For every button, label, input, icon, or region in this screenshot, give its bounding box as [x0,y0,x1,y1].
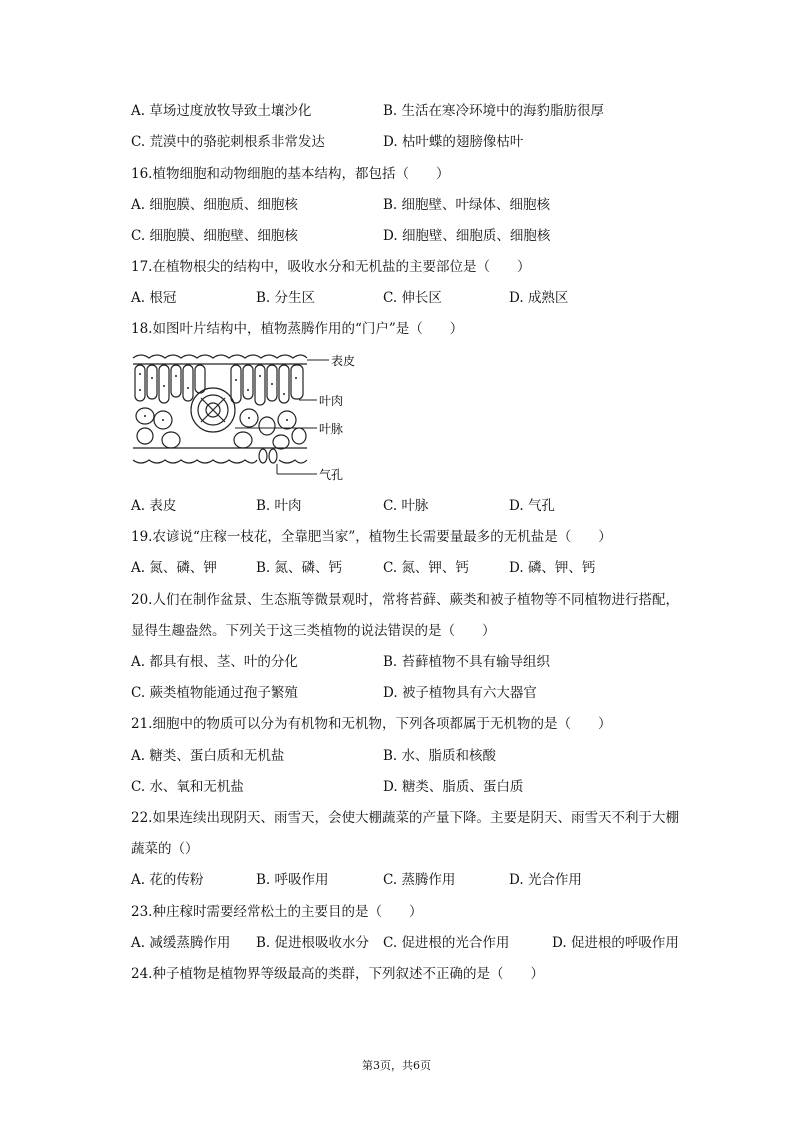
q23-option-d: D. 促进根的呼吸作用 [552,935,679,951]
q21-stem: 21.细胞中的物质可以分为有机物和无机物，下列各项都属于无机物的是（ ） [131,716,612,732]
q21-options-row1 [0,746,793,766]
q21-option-d: D. 糖类、脂质、蛋白质 [383,779,524,795]
q22-option-b: B. 呼吸作用 [256,872,329,888]
q18-option-c: C. 叶脉 [383,498,429,514]
q22-options [0,870,793,890]
figure-label-stoma: 气孔 [319,468,344,482]
q21-options-row2 [0,777,793,797]
q17-option-c: C. 伸长区 [383,290,442,306]
q17-option-a: A. 根冠 [131,290,177,306]
q16-option-d: D. 细胞壁、细胞质、细胞核 [383,228,551,244]
q22-option-a: A. 花的传粉 [131,872,204,888]
q23-option-b: B. 促进根吸收水分 [256,935,370,951]
q20-option-a: A. 都具有根、茎、叶的分化 [131,654,298,670]
q15-options-row1 [0,101,793,121]
q17-stem: 17.在植物根尖的结构中，吸收水分和无机盐的主要部位是（ ） [131,259,531,275]
q23-option-c: C. 促进根的光合作用 [383,935,510,951]
q20-option-c: C. 蕨类植物能通过孢子繁殖 [131,685,298,701]
q22-option-d: D. 光合作用 [509,872,582,888]
q23-options [0,933,793,953]
figure-label-epidermis: 表皮 [331,354,356,368]
q23-stem: 23.种庄稼时需要经常松土的主要目的是（ ） [131,904,423,920]
q17-options [0,288,793,308]
q17-option-b: B. 分生区 [256,290,316,306]
figure-label-vein: 叶脉 [319,422,344,436]
q19-stem: 19.农谚说“庄稼一枝花，全靠肥当家”，植物生长需要量最多的无机盐是（ ） [131,529,612,545]
leaf-structure-figure [131,350,361,485]
q22-option-c: C. 蒸腾作用 [383,872,456,888]
q18-option-a: A. 表皮 [131,498,177,514]
q20-option-d: D. 被子植物具有六大器官 [383,685,537,701]
q16-option-a: A. 细胞膜、细胞质、细胞核 [131,197,298,213]
q16-options-row2 [0,226,793,246]
q21-option-b: B. 水、脂质和核酸 [383,748,497,764]
q23-option-a: A. 减缓蒸腾作用 [131,935,231,951]
q19-option-d: D. 磷、钾、钙 [509,560,596,576]
q15-option-c: C. 荒漠中的骆驼刺根系非常发达 [131,134,325,150]
q20-option-b: B. 苔藓植物不具有输导组织 [383,654,551,670]
q17-option-d: D. 成熟区 [509,290,569,306]
q16-options-row1 [0,195,793,215]
q20-stem-cont: 显得生趣盎然。下列关于这三类植物的说法错误的是（ ） [131,623,496,639]
q16-option-c: C. 细胞膜、细胞壁、细胞核 [131,228,298,244]
q15-option-a: A. 草场过度放牧导致土壤沙化 [131,103,312,119]
q15-option-d: D. 枯叶蝶的翅膀像枯叶 [383,134,524,150]
q19-option-b: B. 氮、磷、钙 [256,560,343,576]
q21-option-a: A. 糖类、蛋白质和无机盐 [131,748,285,764]
q16-option-b: B. 细胞壁、叶绿体、细胞核 [383,197,551,213]
page-footer: 第3页，共6页 [362,1059,431,1072]
q20-options-row1 [0,652,793,672]
q20-options-row2 [0,683,793,703]
q18-option-b: B. 叶肉 [256,498,302,514]
q18-option-d: D. 气孔 [509,498,555,514]
q19-options [0,558,793,578]
q15-options-row2 [0,132,793,152]
q20-stem: 20.人们在制作盆景、生态瓶等微景观时，常将苔藓、蕨类和被子植物等不同植物进行搭配， [131,592,679,608]
q16-stem: 16.植物细胞和动物细胞的基本结构，都包括（ ） [131,166,450,182]
q22-stem: 22.如果连续出现阴天、雨雪天，会使大棚蔬菜的产量下降。主要是阴天、雨雪天不利于大棚 [131,810,679,826]
q19-option-a: A. 氮、磷、钾 [131,560,217,576]
q22-stem-cont: 蔬菜的（） [131,841,199,857]
q18-stem: 18.如图叶片结构中，植物蒸腾作用的“门户”是（ ） [131,321,464,337]
figure-label-mesophyll: 叶肉 [319,394,344,408]
q19-option-c: C. 氮、钾、钙 [383,560,469,576]
q21-option-c: C. 水、氧和无机盐 [131,779,244,795]
q18-options [0,496,793,516]
q24-stem: 24.种子植物是植物界等级最高的类群，下列叙述不正确的是（ ） [131,966,544,982]
q15-option-b: B. 生活在寒冷环境中的海豹脂肪很厚 [383,103,605,119]
